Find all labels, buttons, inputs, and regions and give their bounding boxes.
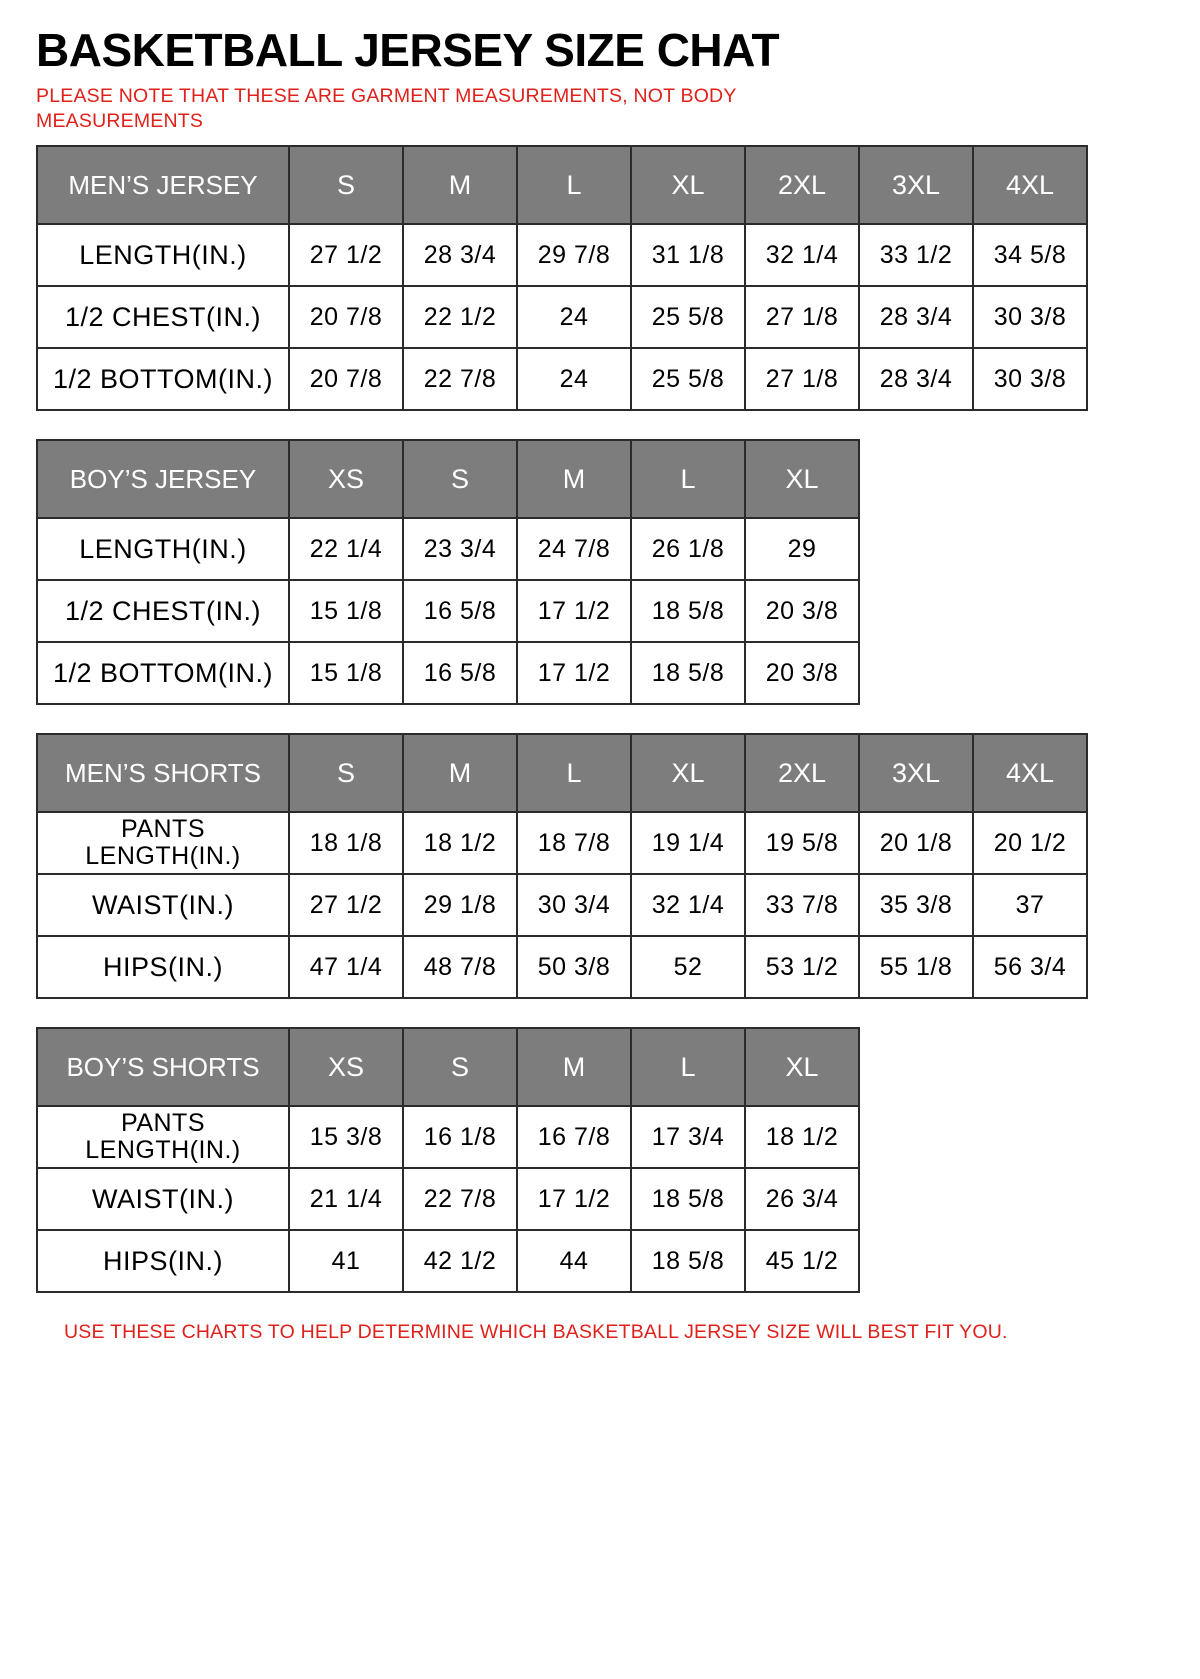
size-header-cell: M xyxy=(517,440,631,518)
measurement-value: 16 7/8 xyxy=(517,1106,631,1168)
measurement-value: 17 1/2 xyxy=(517,1168,631,1230)
table-row xyxy=(37,1168,859,1230)
measurement-value: 42 1/2 xyxy=(403,1230,517,1292)
measurement-label: 1/2 CHEST(IN.) xyxy=(37,286,289,348)
measurement-value: 33 7/8 xyxy=(745,874,859,936)
size-header-cell: XS xyxy=(289,1028,403,1106)
measurement-value: 32 1/4 xyxy=(745,224,859,286)
measurement-value: 28 3/4 xyxy=(403,224,517,286)
size-header-cell: M xyxy=(517,1028,631,1106)
measurement-value: 16 5/8 xyxy=(403,642,517,704)
measurement-label xyxy=(37,812,289,874)
measurement-label-line1: PANTS xyxy=(121,1109,205,1138)
table-title-cell: BOY’S SHORTS xyxy=(37,1028,289,1106)
measurement-label: 1/2 BOTTOM(IN.) xyxy=(37,642,289,704)
size-header-cell: S xyxy=(403,1028,517,1106)
table-row xyxy=(37,580,859,642)
page-title: BASKETBALL JERSEY SIZE CHAT xyxy=(36,24,780,76)
measurement-value: 35 3/8 xyxy=(859,874,973,936)
measurement-value: 47 1/4 xyxy=(289,936,403,998)
table-header-row xyxy=(37,146,1087,224)
measurement-value: 53 1/2 xyxy=(745,936,859,998)
measurement-value: 16 1/8 xyxy=(403,1106,517,1168)
measurement-value: 26 1/8 xyxy=(631,518,745,580)
size-header-cell: XL xyxy=(745,440,859,518)
measurement-value: 17 1/2 xyxy=(517,580,631,642)
measurement-value: 22 1/2 xyxy=(403,286,517,348)
measurement-value: 30 3/4 xyxy=(517,874,631,936)
table-row xyxy=(37,874,1087,936)
table-title-cell: MEN’S JERSEY xyxy=(37,146,289,224)
measurement-value: 24 xyxy=(517,348,631,410)
measurement-value: 20 3/8 xyxy=(745,642,859,704)
measurement-value: 33 1/2 xyxy=(859,224,973,286)
measurement-value: 20 1/8 xyxy=(859,812,973,874)
measurement-value: 16 5/8 xyxy=(403,580,517,642)
table-row xyxy=(37,642,859,704)
table-title-cell: BOY’S JERSEY xyxy=(37,440,289,518)
measurement-value: 18 5/8 xyxy=(631,1168,745,1230)
size-header-cell: S xyxy=(403,440,517,518)
measurement-value: 27 1/2 xyxy=(289,224,403,286)
measurement-value: 18 5/8 xyxy=(631,642,745,704)
measurement-value: 26 3/4 xyxy=(745,1168,859,1230)
measurement-value: 25 5/8 xyxy=(631,286,745,348)
size-header-cell: M xyxy=(403,146,517,224)
measurement-value: 28 3/4 xyxy=(859,348,973,410)
measurement-value: 18 1/8 xyxy=(289,812,403,874)
measurement-value: 29 1/8 xyxy=(403,874,517,936)
measurement-value: 20 3/8 xyxy=(745,580,859,642)
size-header-cell: M xyxy=(403,734,517,812)
measurement-value: 25 5/8 xyxy=(631,348,745,410)
measurement-value: 30 3/8 xyxy=(973,348,1087,410)
size-header-cell: 4XL xyxy=(973,146,1087,224)
measurement-value: 52 xyxy=(631,936,745,998)
table-header-row xyxy=(37,1028,859,1106)
measurement-value: 56 3/4 xyxy=(973,936,1087,998)
table-row xyxy=(37,224,1087,286)
size-header-cell: L xyxy=(631,1028,745,1106)
measurement-value: 29 xyxy=(745,518,859,580)
table-header-row xyxy=(37,734,1087,812)
size-header-cell: XS xyxy=(289,440,403,518)
measurement-value: 15 1/8 xyxy=(289,580,403,642)
measurement-label: LENGTH(IN.) xyxy=(37,224,289,286)
size-table-mens-shorts xyxy=(36,733,1088,999)
table-row xyxy=(37,518,859,580)
measurement-value: 20 7/8 xyxy=(289,348,403,410)
measurement-value: 28 3/4 xyxy=(859,286,973,348)
measurement-value: 15 3/8 xyxy=(289,1106,403,1168)
measurement-value: 20 1/2 xyxy=(973,812,1087,874)
size-header-cell: XL xyxy=(745,1028,859,1106)
size-header-cell: S xyxy=(289,146,403,224)
measurement-label-line2: LENGTH(IN.) xyxy=(85,1136,241,1165)
measurement-value: 18 5/8 xyxy=(631,1230,745,1292)
measurement-value: 37 xyxy=(973,874,1087,936)
size-header-cell: L xyxy=(517,734,631,812)
size-header-cell: L xyxy=(631,440,745,518)
size-header-cell: L xyxy=(517,146,631,224)
measurement-value: 55 1/8 xyxy=(859,936,973,998)
measurement-value: 17 1/2 xyxy=(517,642,631,704)
measurement-value: 22 1/4 xyxy=(289,518,403,580)
measurement-value: 31 1/8 xyxy=(631,224,745,286)
size-header-cell: 2XL xyxy=(745,146,859,224)
size-header-cell: 4XL xyxy=(973,734,1087,812)
measurement-value: 18 5/8 xyxy=(631,580,745,642)
measurement-value: 50 3/8 xyxy=(517,936,631,998)
measurement-value: 45 1/2 xyxy=(745,1230,859,1292)
table-row xyxy=(37,1230,859,1292)
measurement-label: 1/2 BOTTOM(IN.) xyxy=(37,348,289,410)
measurement-value: 34 5/8 xyxy=(973,224,1087,286)
tables-container xyxy=(28,145,1172,1293)
measurement-value: 44 xyxy=(517,1230,631,1292)
measurement-value: 48 7/8 xyxy=(403,936,517,998)
table-row xyxy=(37,286,1087,348)
measurement-value: 29 7/8 xyxy=(517,224,631,286)
measurement-value: 27 1/8 xyxy=(745,286,859,348)
measurement-value: 32 1/4 xyxy=(631,874,745,936)
measurement-value: 17 3/4 xyxy=(631,1106,745,1168)
measurement-label: WAIST(IN.) xyxy=(37,1168,289,1230)
measurement-label: HIPS(IN.) xyxy=(37,1230,289,1292)
size-header-cell: 3XL xyxy=(859,146,973,224)
measurement-value: 21 1/4 xyxy=(289,1168,403,1230)
measurement-value: 22 7/8 xyxy=(403,348,517,410)
measurement-value: 18 7/8 xyxy=(517,812,631,874)
measurement-value: 30 3/8 xyxy=(973,286,1087,348)
table-header-row xyxy=(37,440,859,518)
size-header-cell: S xyxy=(289,734,403,812)
size-header-cell: XL xyxy=(631,734,745,812)
size-header-cell: 2XL xyxy=(745,734,859,812)
measurement-label-line1: PANTS xyxy=(121,815,205,844)
bottom-note: USE THESE CHARTS TO HELP DETERMINE WHICH BASKETBALL JERSEY SIZE WILL BEST FIT YOU. xyxy=(64,1321,1008,1344)
measurement-value: 19 1/4 xyxy=(631,812,745,874)
measurement-value: 24 xyxy=(517,286,631,348)
measurement-label xyxy=(37,1106,289,1168)
top-note: PLEASE NOTE THAT THESE ARE GARMENT MEASUREMENTS, NOT BODY MEASUREMENTS xyxy=(36,85,737,132)
table-row xyxy=(37,812,1087,874)
measurement-label: HIPS(IN.) xyxy=(37,936,289,998)
measurement-value: 18 1/2 xyxy=(745,1106,859,1168)
measurement-value: 20 7/8 xyxy=(289,286,403,348)
size-header-cell: 3XL xyxy=(859,734,973,812)
table-title-cell: MEN’S SHORTS xyxy=(37,734,289,812)
measurement-value: 27 1/8 xyxy=(745,348,859,410)
table-row xyxy=(37,1106,859,1168)
table-row xyxy=(37,348,1087,410)
measurement-label-line2: LENGTH(IN.) xyxy=(85,842,241,871)
table-row xyxy=(37,936,1087,998)
measurement-value: 23 3/4 xyxy=(403,518,517,580)
measurement-value: 41 xyxy=(289,1230,403,1292)
size-table-boys-shorts xyxy=(36,1027,860,1293)
measurement-label: LENGTH(IN.) xyxy=(37,518,289,580)
measurement-value: 15 1/8 xyxy=(289,642,403,704)
measurement-value: 19 5/8 xyxy=(745,812,859,874)
measurement-value: 18 1/2 xyxy=(403,812,517,874)
measurement-value: 22 7/8 xyxy=(403,1168,517,1230)
measurement-value: 27 1/2 xyxy=(289,874,403,936)
measurement-value: 24 7/8 xyxy=(517,518,631,580)
measurement-label: 1/2 CHEST(IN.) xyxy=(37,580,289,642)
size-table-mens-jersey xyxy=(36,145,1088,411)
size-header-cell: XL xyxy=(631,146,745,224)
size-table-boys-jersey xyxy=(36,439,860,705)
measurement-label: WAIST(IN.) xyxy=(37,874,289,936)
